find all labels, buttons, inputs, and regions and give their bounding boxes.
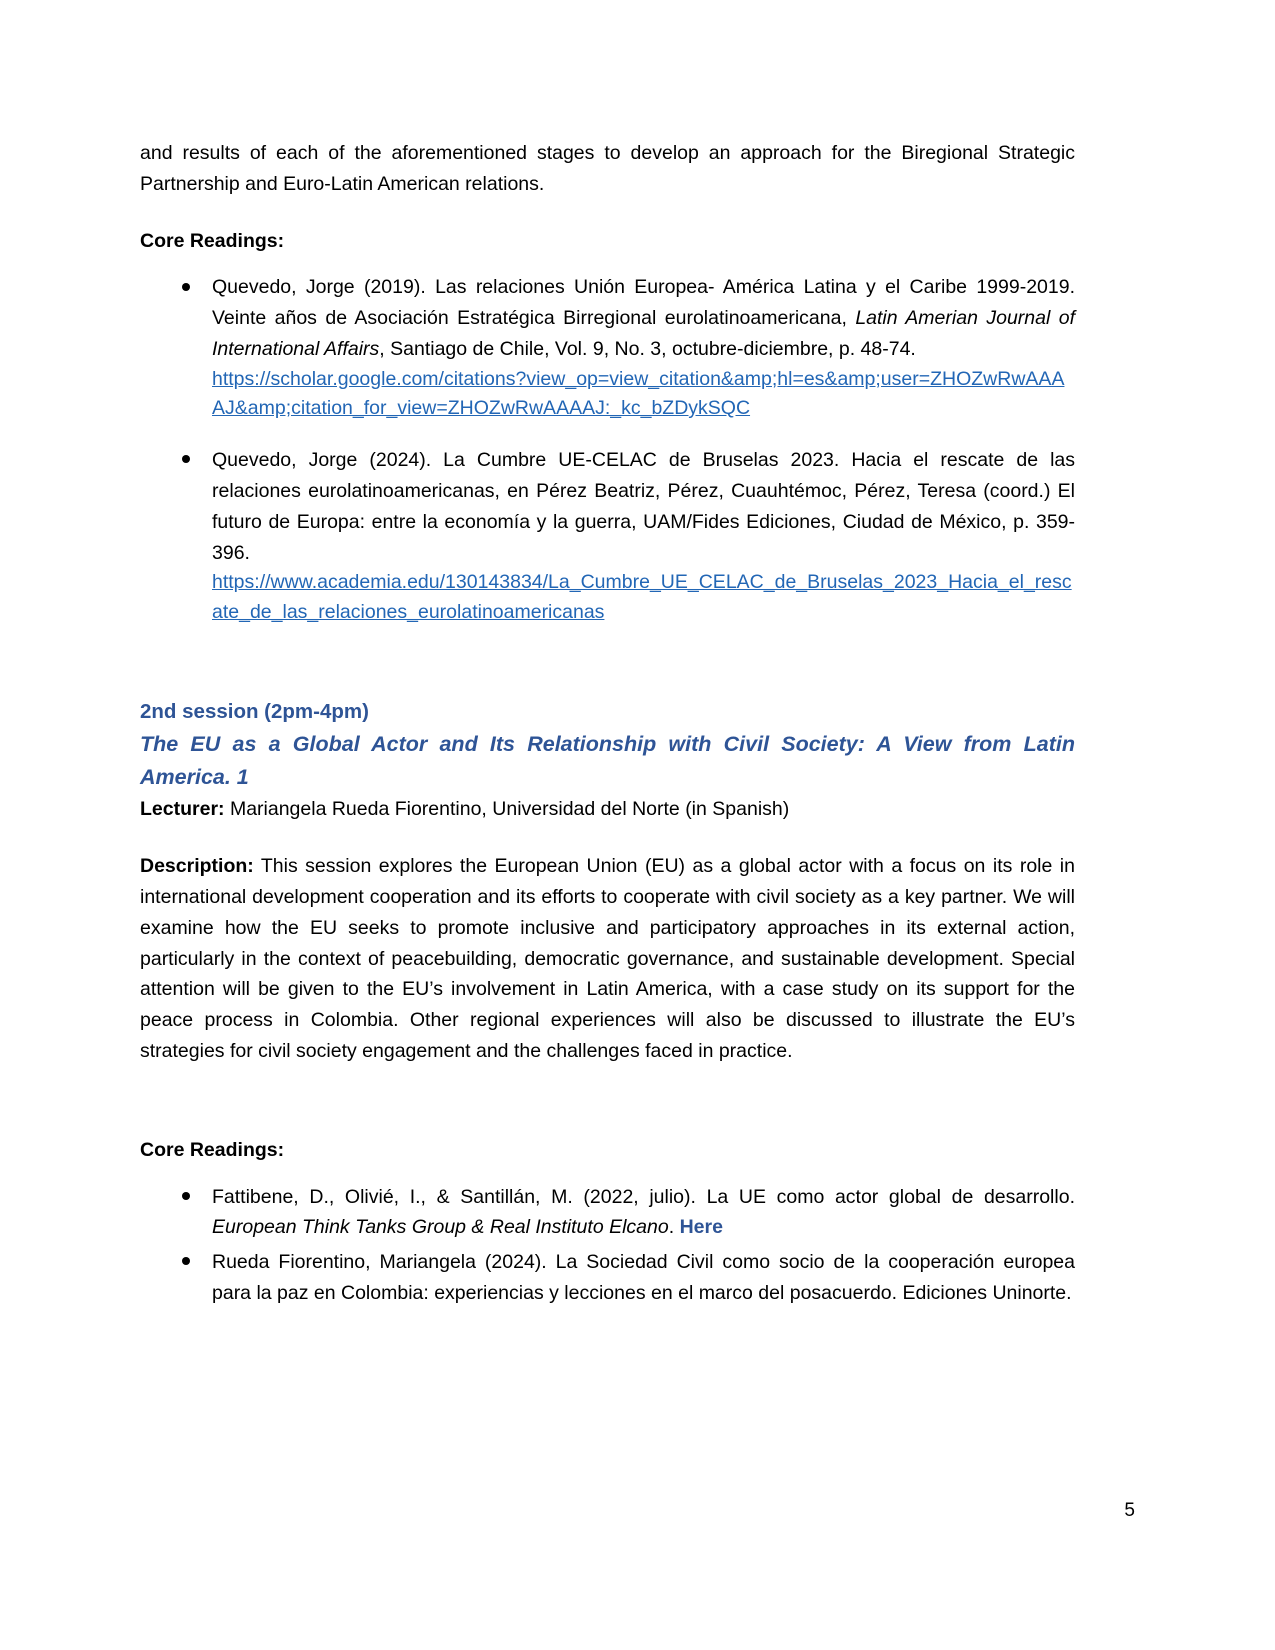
spacer [140,256,1075,272]
citation-text: Rueda Fiorentino, Mariangela (2024). La Sociedad Civil como socio de la cooperación europea para la paz en Colombia: experiencias y lecciones en el marco del posacuerdo. Ediciones Uninorte. [212,1251,1075,1304]
list-item [140,1247,1075,1309]
bullet-dot-icon [182,455,190,463]
description-value: This session explores the European Union (EU) as a global actor with a focus on its role in international development cooperation and its efforts to cooperate with civil society as a key partner. We will examine how the EU seeks to promote inclusive and participatory approaches in its external action, particularly in the context of peacebuilding, democratic governance, and sustainable development. Special attention will be given to the EU’s involvement in Latin America, with a case study on its support for the peace process in Colombia. Other regional experiences will also be discussed to illustrate the EU’s strategies for civil society engagement and the challenges faced in practice. [140,855,1075,1062]
core-readings-heading-1: Core Readings: [140,229,285,252]
spacer [140,1166,1075,1182]
citation-url-link[interactable]: https://scholar.google.com/citations?view_op=view_citation&amp;hl=es&amp;user=ZHOZwRwAAAAJ&amp;citation_for_view=ZHOZwRwAAAAJ:_kc_bZDykSQC [212,367,1065,420]
citation-text: Quevedo, Jorge (2024). La Cumbre UE-CELAC de Bruselas 2023. Hacia el rescate de las relaciones eurolatinoamericanas, en Pérez Beatriz, Pérez, Cuauhtémoc, Pérez, Teresa (coord.) El futuro de Europa: entre la economía y la guerra, UAM/Fides Ediciones, Ciudad de México, p. 359-396. [212,449,1075,564]
continued-paragraph: and results of each of the aforementioned stages to develop an approach for the Biregional Strategic Partnership and Euro-Latin American relations. [140,142,1075,195]
description-label: Description: [140,855,254,878]
bullet-dot-icon [182,283,190,291]
page-content [140,138,1075,1313]
list-item [140,272,1075,423]
list-item [140,1182,1075,1244]
list-item [140,445,1075,627]
core-readings-list-top [140,272,1075,627]
spacer [140,627,1075,697]
lecturer-value: Mariangela Rueda Fiorentino, Universidad del Norte (in Spanish) [224,798,790,821]
here-link[interactable]: Here [679,1216,723,1239]
citation-url-link[interactable]: https://www.academia.edu/130143834/La_Cumbre_UE_CELAC_de_Bruselas_2023_Hacia_el_rescate_de_las_relaciones_eurolatinoamericanas [212,571,1072,623]
session-title: 2nd session (2pm-4pm) [140,699,369,723]
spacer [140,825,1075,851]
citation-text: Fattibene, D., Olivié, I., & Santillán, M. (2022, julio). La UE como actor global de desarrollo. [212,1185,1075,1208]
citation-text-tail: , Santiago de Chile, Vol. 9, No. 3, octubre-diciembre, p. 48-74. [379,337,916,360]
citation-italic: European Think Tanks Group & Real Instituto Elcano [212,1216,669,1239]
core-readings-list-bottom [140,1182,1075,1309]
lecturer-line [140,794,1075,825]
spacer [140,200,1075,226]
lecturer-label: Lecturer: [140,798,225,821]
session-subtitle: The EU as a Global Actor and Its Relationship with Civil Society: A View from Latin America. 1 [140,731,1075,790]
citation-text: Quevedo, Jorge (2019). Las relaciones Unión Europea- América Latina y el Caribe 1999-2019. Veinte años de Asociación Estratégica Birregional eurolatinoamericana, [212,276,1075,330]
citation-italic: Latin Amerian Journal of International Affairs [212,307,1075,360]
spacer [140,1119,1075,1135]
page-number: 5 [1124,1500,1135,1521]
citation-text-tail: . [668,1216,680,1239]
core-readings-heading-2: Core Readings: [140,1138,285,1161]
spacer [140,1067,1075,1119]
description-paragraph [140,851,1075,1067]
bullet-dot-icon [182,1192,190,1200]
bullet-dot-icon [182,1257,190,1265]
